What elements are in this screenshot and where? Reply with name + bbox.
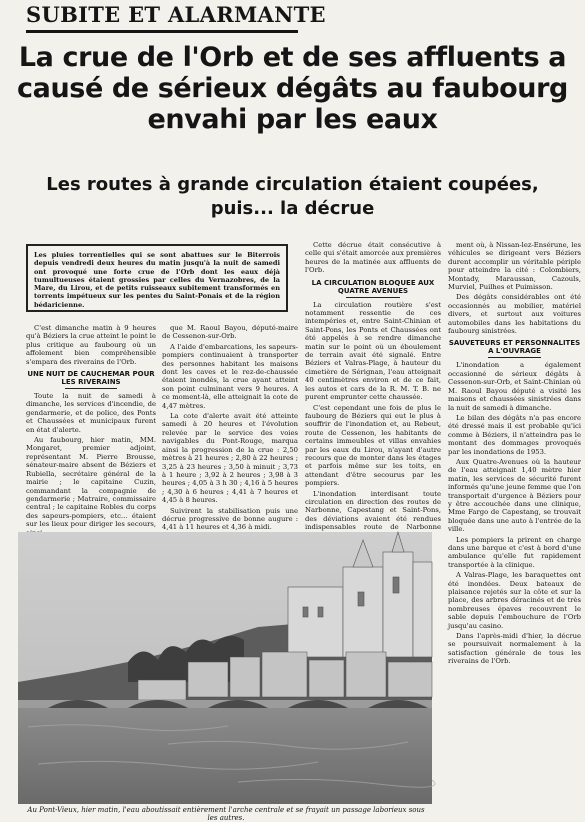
headline: La crue de l'Orb et de ses affluents a causé de sérieux dégâts au faubourg envahi par les eaux xyxy=(17,42,568,135)
flood-photo-illustration xyxy=(18,532,432,804)
col3-paragraph: L'inondation interdisant toute circulation en direction des routes de Narbonne, Capestang et Saint-Pons, des déviations avaient été rendues indispensables route de Narbonne xyxy=(305,489,441,532)
col1-paragraph: Toute la nuit de samedi à dimanche, les services d'incendie, de gendarmerie, et de police, des Ponts et Chaussées et municipaux furent en état d'alerte. xyxy=(26,392,156,434)
col2-paragraph: Suivirent la stabilisation puis une décrue progressive de bonne augure : 4,41 à 11 heures et 4,36 à midi. xyxy=(162,506,298,532)
col2-paragraph: La cote d'alerte avait été atteinte samedi à 20 heures et l'évolution relevée par le service des voies navigables du Pont-Rouge, marqua ainsi la progression de la crue : 2,50 mètres à 21 heures ; 2,80 à 22 heures ; 3,25 à 23 heures ; 3,50 à minuit ; 3,73 à 1 heure ; 3,92 à 2 heures ; 3,98 à 3 heures ; 4,05 à 3 h 30 ; 4,16 à 5 heures ; 4,30 à 6 heures ; 4,41 à 7 heures et 4,45 à 8 heures. xyxy=(162,412,298,505)
col4-paragraph: Aux Quatre-Avenues où la hauteur de l'eau atteignait 1,40 mètre hier matin, les services de sécurité furent informés qu'une jeune femme que l'on transportait d'urgence à Béziers pour y être accouchée dans une clinique, Mme Fargo de Capestang, se trouvait bloquée dans une auto à l'entrée de la ville. xyxy=(448,457,581,534)
column-3 xyxy=(305,241,441,541)
col4-paragraph: L'inondation a également occasionné de sérieux dégâts à Cessenon-sur-Orb, et Saint-Chinian où M. Raoul Bayou député a visité les maisons et chaussées sinistrées dans la nuit de samedi à dimanche. xyxy=(448,361,581,412)
col3-paragraph: Cette décrue était consécutive à celle qui s'était amorcée aux premières heures de la matinée aux affluents de l'Orb. xyxy=(305,241,441,275)
col4-paragraph: A Valras-Plage, les baraquettes ont été inondées. Deux bateaux de plaisance rejetés sur la côte et sur la place, des arbres déracinés et de très nombreuses épaves recouvrent le sable depuis l'embouchure de l'Orb jusqu'au casino. xyxy=(448,571,581,630)
col2-paragraph: que M. Raoul Bayou, député-maire de Cessenon-sur-Orb. xyxy=(162,324,298,341)
column-2 xyxy=(162,324,298,532)
col4-heading: SAUVETEURS ET PERSONNALITES A L'OUVRAGE xyxy=(448,339,581,358)
col3-paragraph: C'est cependant une fois de plus le faubourg de Béziers qui eut le plus à souffrir de l'inondation et, au Rebeut, route de Cessenon, les habitants de certains immeubles et villas envahies par les eaux du Lirou, n'ayant d'autre recours que de monter dans les étages et parfois même sur les toits, en attendant d'être secourus par les pompiers. xyxy=(305,403,441,488)
flood-photo xyxy=(18,532,432,804)
kicker-rule xyxy=(26,30,298,33)
col1-paragraph: Au faubourg, hier matin, MM. Mongaret, premier adjoint, représentant M. Pierre Brousse, sénateur-maire absent de Béziers et Rubiella, secrétaire général de la mairie ; le capitaine Cuzin, commandant la compagnie de gendarmerie ; Matraire, commissaire central ; le capitaine Robles du corps des sapeurs-pompiers, etc... étaient sur les lieux pour diriger les secours, xyxy=(26,436,156,529)
col4-paragraph: Des dégâts considérables ont été occasionnés au mobilier, matériel divers, et surtout aux voitures automobiles dans les habitations du faubourg sinistrées. xyxy=(448,293,581,336)
col1-paragraph: C'est dimanche matin à 9 heures qu'à Béziers la crue atteint le point le plus critique au faubourg où un affolement bien compréhensible s'empara des riverains de l'Orb. xyxy=(26,324,156,366)
col4-paragraph: Dans l'après-midi d'hier, la décrue se poursuivait normalement à la satisfaction générale de tous les riverains de l'Orb. xyxy=(448,632,581,666)
col4-paragraph: Les pompiers la prirent en charge dans une barque et c'est à bord d'une ambulance qu'elle fut rapidement transportée à la clinique. xyxy=(448,535,581,569)
column-1 xyxy=(26,324,156,529)
subhead: Les routes à grande circulation étaient coupées, puis... la décrue xyxy=(46,174,539,219)
col2-paragraph: A l'aide d'embarcations, les sapeurs-pompiers continuaient à transporter des personnes habitant les maisons dont les caves et le rez-de-chaussée étaient inondés, la crue ayant atteint son point culminant vers 9 heures. A ce moment-là, elle atteignait la cote de 4,47 mètres. xyxy=(162,342,298,410)
intro-box: Les pluies torrentielles qui se sont abattues sur le Biterrois depuis vendredi deux heures du matin jusqu'à la nuit de samedi ont provoqué une forte crue de l'Orb dont les eaux déjà tumultueuses étaient grossies par celles du Vernazobres, de la Mare, du Lirou, et de petits ruisseaux subitement transformés en torrents impétueux sur les pentes du Saint-Ponais et de la région bédaricienne. xyxy=(26,244,288,312)
photo-caption: Au Pont-Vieux, hier matin, l'eau aboutissait entièrement l'arche centrale et se frayait un passage laborieux sous les autres. xyxy=(27,806,425,822)
kicker: SUBITE ET ALARMANTE xyxy=(26,2,326,27)
col3-heading: LA CIRCULATION BLOQUEE AUX QUATRE AVENUES xyxy=(305,279,441,298)
col4-paragraph: ment où, à Nissan-lez-Ensérune, les véhicules se dirigeant vers Béziers durent accomplir un véritable périple pour atteindre la cité : Colombiers, Montady, Maraussan, Cazouls, Murviel, Puilhes et Puimisson. xyxy=(448,241,581,292)
column-4 xyxy=(448,241,581,806)
col1-heading: UNE NUIT DE CAUCHEMAR POUR LES RIVERAINS xyxy=(26,370,156,389)
col3-paragraph: La circulation routière s'est notamment ressentie de ces intempéries et, entre Saint-Chinian et Saint-Pons, les Ponts et Chaussées ont été appelés à se rendre dimanche matin sur le point où un éboulement de terrain avait été signalé. Entre Béziers et Valras-Plage, à hauteur du cimetière de Sérignan, l'eau atteignait 40 centimètres environ et de ce fait, les autos et cars de la R. M. T. B. ne purent emprunter cette chaussée. xyxy=(305,300,441,402)
col4-paragraph: Le bilan des dégâts n'a pas encore été dressé mais il est probable qu'ici comme à Béziers, il n'atteindra pas le montant des dommages provoqués par les inondations de 1953. xyxy=(448,413,581,456)
floodwater xyxy=(18,708,432,804)
